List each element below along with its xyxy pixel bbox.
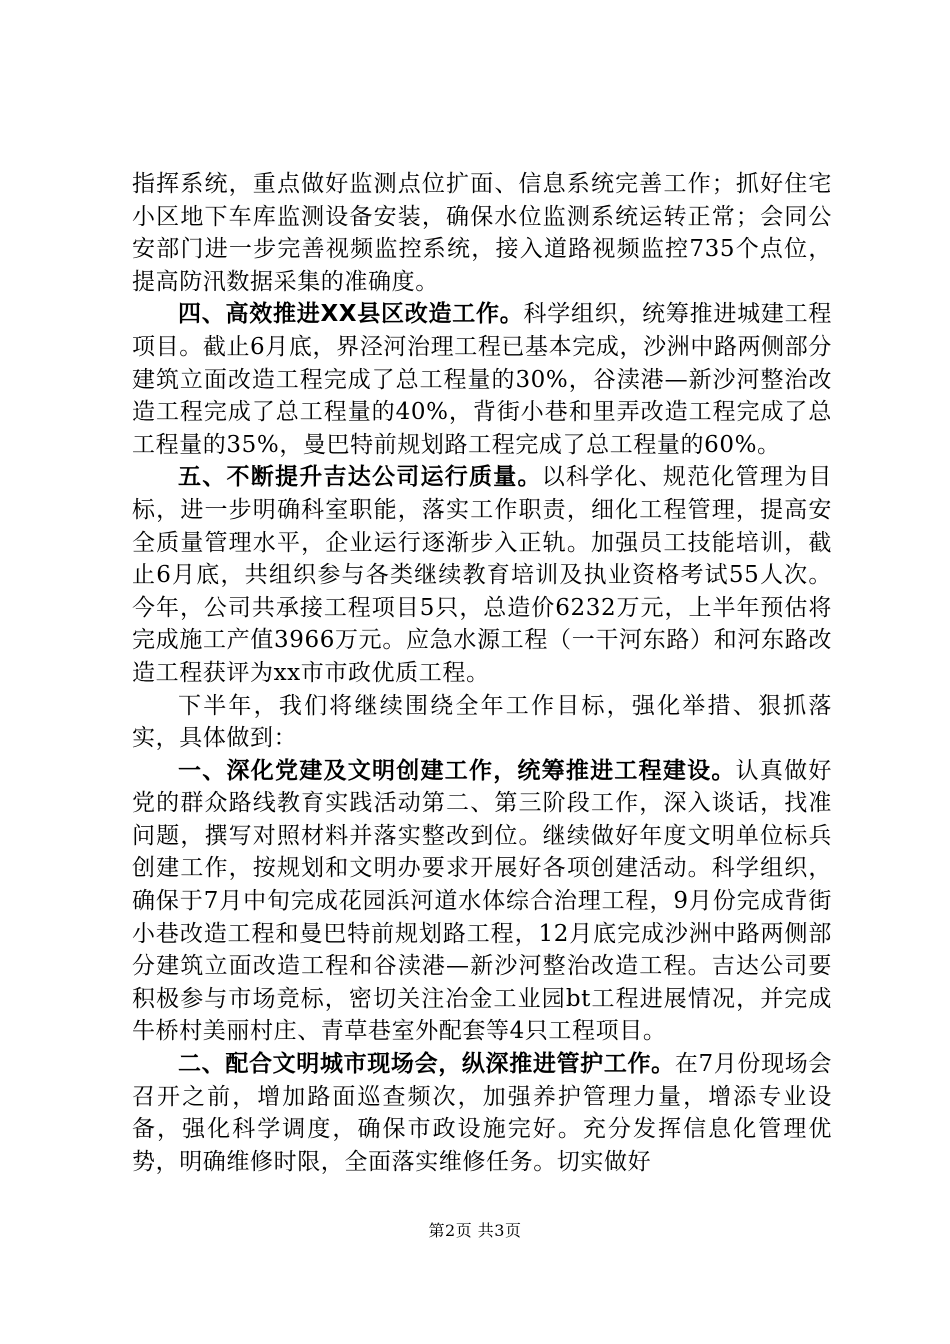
section-heading: 二、配合文明城市现场会，纵深推进管护工作。 (178, 1051, 675, 1078)
paragraph-text: 下半年，我们将继续围绕全年工作目标，强化举措、狠抓落实，具体做到： (132, 692, 832, 752)
paragraph-plan-one (132, 755, 832, 1048)
paragraph-text: 以科学化、规范化管理为目标，进一步明确科室职能，落实工作职责，细化工程管理，提高安全质量管理水平，企业运行逐渐步入正轨。加强员工技能培训，截止6月底，共组织参与各类继续教育培训及执业资格考试55人次。今年，公司共承接工程项目5只，总造价6232万元，上半年预估将完成施工产值3966万元。应急水源工程（一干河东路）和河东路改造工程获评为xx市市政优质工程。 (132, 464, 833, 686)
page-number-label: 第2页 共3页 (428, 1221, 522, 1240)
paragraph-section-four (132, 298, 832, 461)
paragraph-second-half-intro (132, 690, 832, 755)
paragraph-text: 认真做好党的群众路线教育实践活动第二、第三阶段工作，深入谈话，找准问题，撰写对照材料并落实整改到位。继续做好年度文明单位标兵创建工作，按规划和文明办要求开展好各项创建活动。科学组织，确保于7月中旬完成花园浜河道水体综合治理工程，9月份完成背街小巷改造工程和曼巴特前规划路工程，12月底完成沙洲中路两侧部分建筑立面改造工程和谷渎港—新沙河整治改造工程。吉达公司要积极参与市场竞标，密切关注冶金工业园bt工程进展情况，并完成牛桥村美丽村庄、青草巷室外配套等4只工程项目。 (132, 757, 832, 1045)
paragraph-text: 在7月份现场会召开之前，增加路面巡查频次，加强养护管理力量，增添专业设备，强化科学调度，确保市政设施完好。充分发挥信息化管理优势，明确维修时限，全面落实维修任务。切实做好 (132, 1051, 832, 1175)
paragraph-text: 科学组织，统筹推进城建工程项目。截止6月底，界泾河治理工程已基本完成，沙洲中路两侧部分建筑立面改造工程完成了总工程量的30%，谷渎港—新沙河整治改造工程完成了总工程量的40%，背街小巷和里弄改造工程完成了总工程量的35%，曼巴特前规划路工程完成了总工程量的60%。 (132, 301, 832, 458)
section-heading: 一、深化党建及文明创建工作，统筹推进工程建设。 (178, 757, 736, 784)
paragraph-text: 指挥系统，重点做好监测点位扩面、信息系统完善工作；抓好住宅小区地下车库监测设备安装，确保水位监测系统运转正常；会同公安部门进一步完善视频监控系统，接入道路视频监控735个点位，提高防汛数据采集的准确度。 (132, 171, 832, 295)
section-heading: 五、不断提升吉达公司运行质量。 (178, 464, 542, 491)
paragraph-continuation (132, 168, 832, 298)
page-footer (0, 1218, 950, 1241)
paragraph-section-five (132, 461, 832, 689)
paragraph-plan-two (132, 1048, 832, 1178)
section-heading: 四、高效推进XX县区改造工作。 (178, 301, 524, 328)
document-body (132, 168, 832, 1178)
